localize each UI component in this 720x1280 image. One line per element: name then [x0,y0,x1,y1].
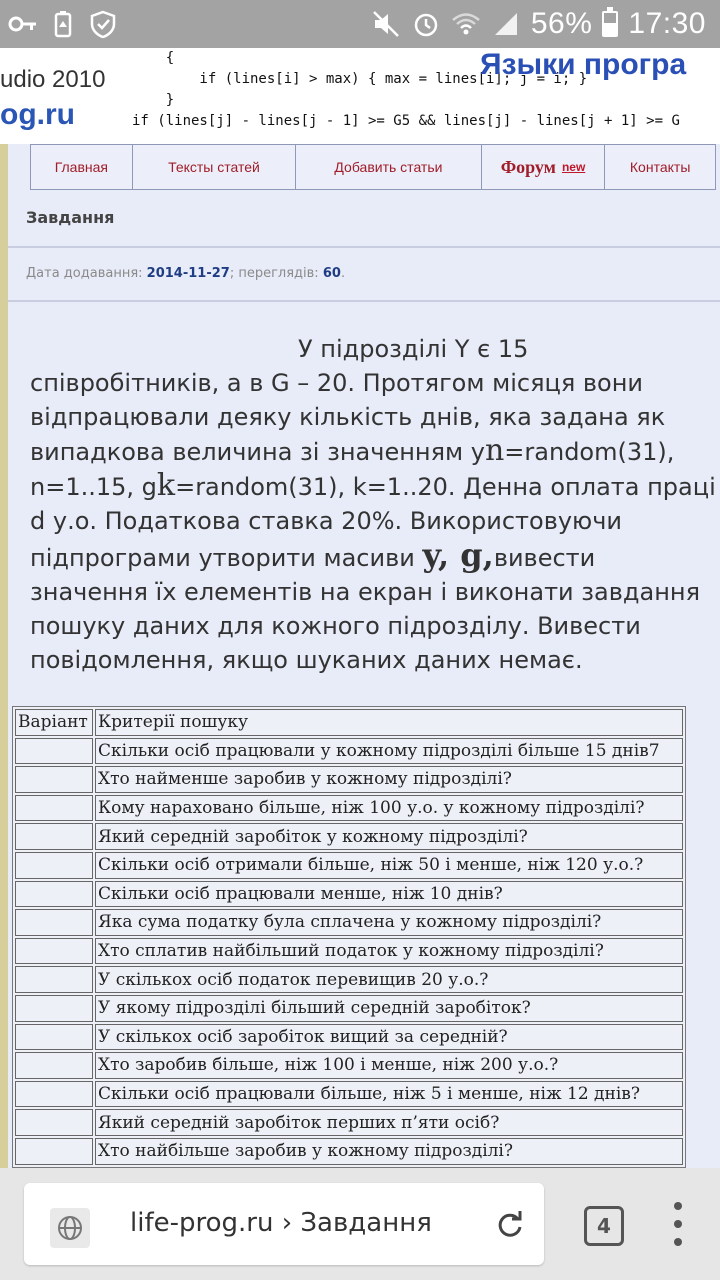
main-nav [30,144,716,190]
meta-views: 60 [322,266,341,281]
criteria-cell: Скільки осіб працювали більше, ніж 5 і менше, ніж 12 днів? [95,1081,683,1108]
browser-toolbar [0,1168,720,1280]
criteria-cell: Який середній заробіток у кожному підрозділі? [95,823,683,850]
nav-home[interactable]: Главная [31,145,133,189]
criteria-cell: Який середній заробіток перших п’яти осіб? [95,1109,683,1136]
table-row [15,766,683,793]
table-row [15,909,683,936]
battery-saver-icon [48,9,78,39]
clock: 17:30 [628,7,706,40]
table-row [15,823,683,850]
divider [8,246,720,248]
variant-cell [15,995,93,1022]
nav-forum-label: Форум [500,156,556,177]
table-row [15,938,683,965]
table-row [15,795,683,822]
code-line: if (lines[i] > max) { max = lines[i]; j = i; } [132,71,588,87]
variant-cell [15,738,93,765]
tab-switcher-button[interactable]: 4 [584,1206,624,1246]
site-logo[interactable]: og.ru [0,98,75,131]
table-row [15,738,683,765]
status-bar [0,0,720,48]
site-banner[interactable] [0,48,720,144]
alarm-icon [411,9,441,39]
article-meta: Дата додавання: 2014-11-27; переглядів: 60. [26,266,346,281]
criteria-cell: Скільки осіб працювали у кожному підрозділі більше 15 днів7 [95,738,683,765]
url-text[interactable]: life-prog.ru › Завдання [130,1208,432,1238]
criteria-cell: Хто сплатив найбільший податок у кожному підрозділі? [95,938,683,965]
criteria-cell: Кому нараховано більше, ніж 100 у.о. у кожному підрозділі? [95,795,683,822]
table-header-row [15,709,683,736]
criteria-cell: Хто найменше заробив у кожному підрозділі? [95,766,683,793]
wifi-icon [451,9,481,39]
criteria-cell: Яка сума податку була сплачена у кожному підрозділі? [95,909,683,936]
criteria-cell: Хто заробив більше, ніж 100 і менше, ніж 200 у.о.? [95,1052,683,1079]
criteria-cell: У скількох осіб заробіток вищий за середній? [95,1024,683,1051]
variant-cell [15,909,93,936]
nav-articles[interactable]: Тексты статей [133,145,297,189]
address-bar[interactable] [24,1183,544,1265]
variant-cell [15,938,93,965]
table-row [15,1081,683,1108]
criteria-cell: Скільки осіб отримали більше, ніж 50 і менше, ніж 120 у.о.? [95,852,683,879]
task-text: У підрозділі Y є 15 співробітників, а в G – 20. Протягом місяця вони відпрацювали деяку кількість днів, яка задана як випадкова величина зі значенням yn=random(31), n=1..15, gk=random(31), k=1..20. Денна оплата праці d у.о. Податкова ставка 20%. Використовуючи підпрограми утворити масиви y, g,вивести значення їх елементів на екран і виконати завдання пошуку даних для кожного підрозділу. Вивести повідомлення, якщо шуканих даних немає. [30,335,716,674]
table-row [15,995,683,1022]
meta-date: 2014-11-27 [146,266,230,281]
variant-cell [15,1024,93,1051]
variant-cell [15,1109,93,1136]
shield-icon [88,9,118,39]
criteria-cell: У якому підрозділі більший середній заробіток? [95,995,683,1022]
variant-cell [15,881,93,908]
criteria-table [12,706,686,1168]
vs-logo: udio 2010 [0,66,106,93]
table-row [15,1024,683,1051]
table-row [15,1138,683,1165]
variant-cell [15,1081,93,1108]
header-variant: Варіант [15,709,93,736]
code-line: { [132,50,175,66]
battery-percent: 56% [530,7,593,40]
battery-icon [602,11,618,37]
banner-title: Языки програ [480,48,687,81]
variant-cell [15,795,93,822]
key-icon [8,9,38,39]
page-content [0,144,720,1168]
variant-cell [15,852,93,879]
table-row [15,852,683,879]
nav-forum[interactable] [482,145,606,189]
nav-contacts[interactable]: Контакты [629,159,691,175]
nav-add-article[interactable]: Добавить статьи [296,145,481,189]
divider [8,300,720,302]
variant-cell [15,1052,93,1079]
new-badge: new [561,160,586,174]
criteria-cell: Хто найбільше заробив у кожному підрозділі? [95,1138,683,1165]
table-row [15,1052,683,1079]
table-row [15,966,683,993]
variant-cell [15,823,93,850]
reload-icon[interactable] [494,1209,526,1241]
left-border [0,144,8,1168]
mute-icon [371,9,401,39]
overflow-menu-icon[interactable] [672,1202,684,1246]
variant-cell [15,766,93,793]
table-row [15,881,683,908]
code-line: } [132,92,175,108]
variant-cell [15,1138,93,1165]
code-line: if (lines[j] - lines[j - 1] >= G5 && lines[j] - lines[j + 1] >= G [132,113,680,129]
criteria-cell: Скільки осіб працювали менше, ніж 10 днів? [95,881,683,908]
table-row [15,1109,683,1136]
criteria-cell: У скількох осіб податок перевищив 20 у.о.? [95,966,683,993]
header-criteria: Критерії пошуку [95,709,683,736]
page-title: Завдання [26,208,115,227]
variant-cell [15,966,93,993]
globe-icon [50,1208,90,1248]
signal-icon [491,9,521,39]
